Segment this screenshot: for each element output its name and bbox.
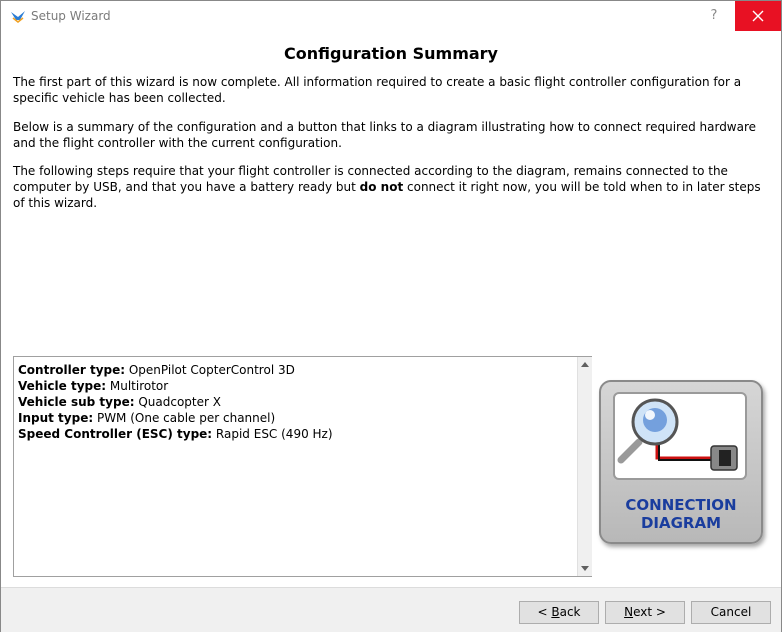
app-icon	[10, 8, 26, 24]
summary-description-paragraph: Below is a summary of the configuration and a button that links to a diagram illustrating how to connect required hardware and the flight controller with the current configuration.	[13, 120, 757, 150]
connection-diagram-button[interactable]	[599, 380, 763, 544]
summary-label: Controller type:	[18, 363, 126, 377]
summary-value: Quadcopter X	[134, 395, 221, 409]
summary-label: Vehicle type:	[18, 379, 107, 393]
instructions-text-end: connect it right now, you will be told when to in later steps of this wizard.	[13, 180, 761, 210]
intro-paragraph: The first part of this wizard is now complete. All information required to create a basic flight controller configuration for a specific vehicle has been collected.	[13, 75, 742, 105]
close-icon	[752, 10, 764, 22]
configuration-summary-box[interactable]	[13, 356, 592, 577]
diagram-illustration	[613, 392, 747, 480]
back-rest: ack	[559, 605, 581, 619]
cancel-button[interactable]: Cancel	[691, 601, 771, 624]
summary-label: Input type:	[18, 411, 94, 425]
summary-value: PWM (One cable per channel)	[93, 411, 276, 425]
instructions-text-start: The following steps require that your flight controller is connected according to the diagram, remains connected to the computer by USB, and that you have a battery ready but	[13, 164, 728, 194]
diagram-button-label	[601, 496, 761, 532]
summary-label: Speed Controller (ESC) type:	[18, 427, 213, 441]
back-prefix: <	[537, 605, 552, 619]
next-rest: ext >	[633, 605, 666, 619]
scroll-down-arrow-icon[interactable]	[578, 560, 592, 576]
back-mnemonic: B	[551, 605, 560, 619]
help-button[interactable]: ?	[710, 8, 718, 23]
title-bar	[1, 1, 781, 31]
page-title: Configuration Summary	[284, 44, 498, 63]
summary-list	[18, 362, 574, 442]
back-button[interactable]	[519, 601, 599, 624]
summary-value: OpenPilot CopterControl 3D	[125, 363, 295, 377]
diagram-label-line2: DIAGRAM	[640, 514, 722, 532]
next-mnemonic: N	[624, 605, 634, 619]
summary-row-input-type	[18, 410, 574, 426]
vertical-scrollbar[interactable]	[577, 357, 592, 576]
instructions-paragraph	[13, 163, 769, 211]
next-button[interactable]	[605, 601, 685, 624]
summary-row-vehicle-sub-type	[18, 394, 574, 410]
diagram-label-line1: CONNECTION	[625, 496, 737, 514]
instructions-emphasis: do not	[359, 180, 404, 194]
summary-label: Vehicle sub type:	[18, 395, 135, 409]
close-button[interactable]	[735, 1, 781, 31]
window-title: Setup Wizard	[31, 9, 111, 23]
summary-value: Rapid ESC (490 Hz)	[212, 427, 333, 441]
magnifier-connector-icon	[615, 394, 745, 478]
summary-row-controller-type	[18, 362, 574, 378]
wizard-footer	[1, 587, 781, 632]
scroll-up-arrow-icon[interactable]	[578, 357, 592, 373]
summary-row-vehicle-type	[18, 378, 574, 394]
summary-value: Multirotor	[106, 379, 169, 393]
summary-row-esc-type	[18, 426, 574, 442]
